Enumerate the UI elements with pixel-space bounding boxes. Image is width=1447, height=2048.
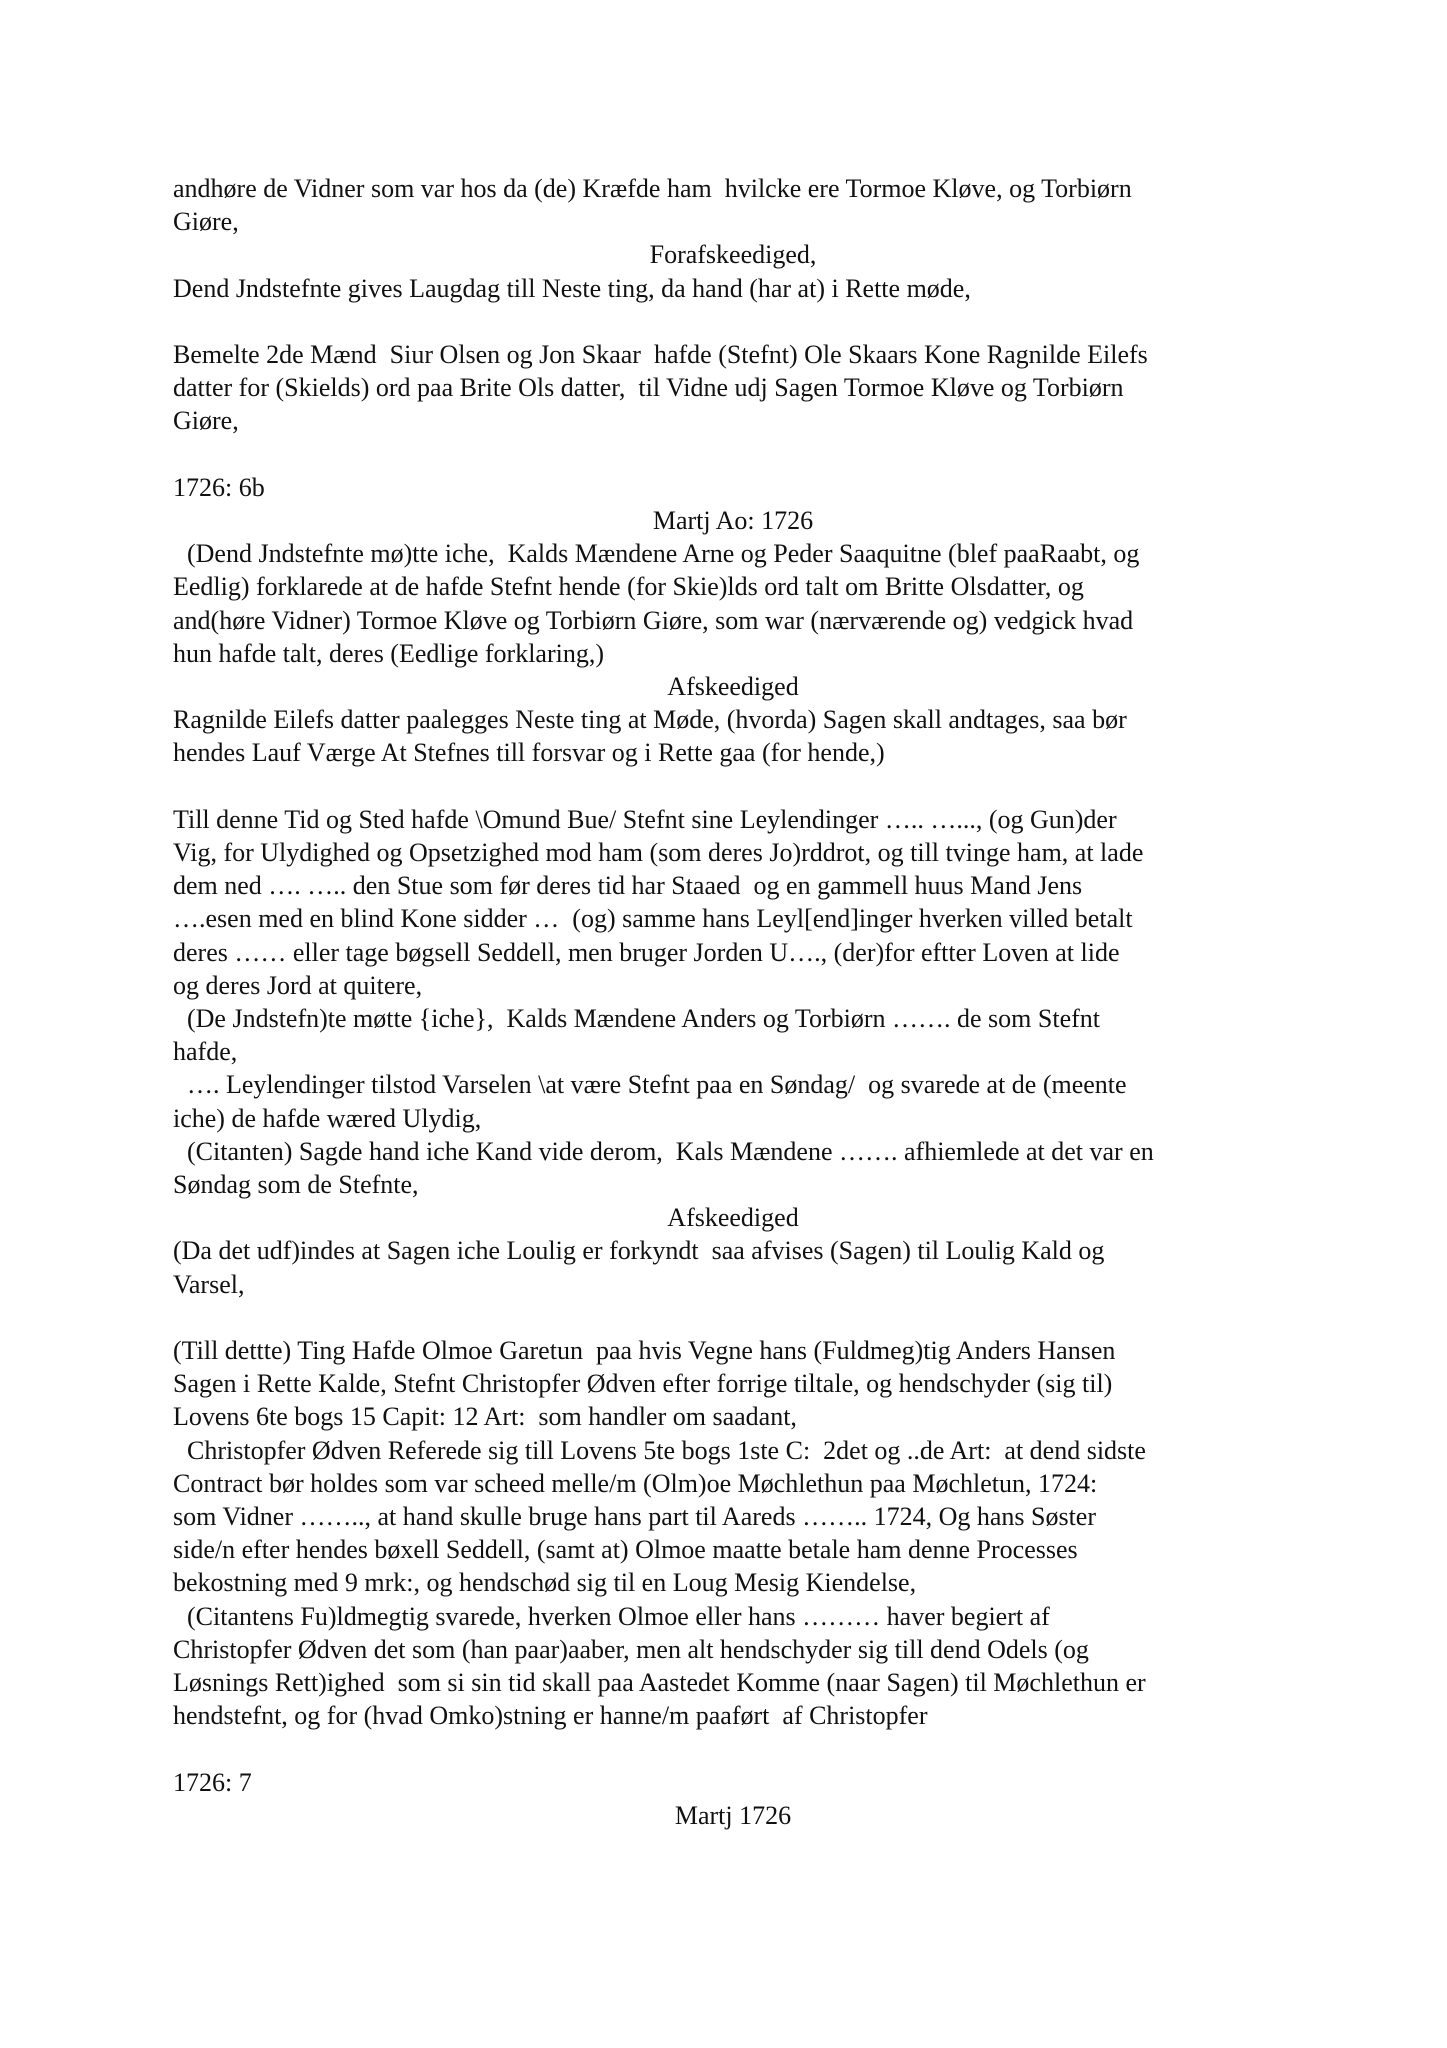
- text-line: 1726: 7: [173, 1767, 252, 1797]
- text-line: (Dend Jndstefnte mø)tte iche, Kalds Mændene Arne og Peder Saaquitne (blef paaRaabt, og: [187, 539, 1140, 569]
- centered-heading-line: Afskeediged: [667, 672, 799, 702]
- text-line: (Citanten) Sagde hand iche Kand vide derom, Kals Mændene ……. afhiemlede at det var en: [187, 1136, 1154, 1166]
- blank-line: [173, 438, 1293, 471]
- text-line: som Vidner …….., at hand skulle bruge hans part til Aareds …….. 1724, Og hans Søster: [173, 1502, 1096, 1532]
- centered-heading-line: Martj 1726: [674, 1800, 792, 1830]
- text-line: Till denne Tid og Sted hafde \Omund Bue/ Stefnt sine Leylendinger ….. …..., (og Gun)der: [173, 804, 1117, 834]
- text-line: (Da det udf)indes at Sagen iche Loulig er forkyndt saa afvises (Sagen) til Loulig Kald og: [173, 1236, 1105, 1266]
- text-line: hafde,: [173, 1037, 238, 1067]
- text-line: Sagen i Rette Kalde, Stefnt Christopfer Ødven efter forrige tiltale, og hendschyder (sig til): [173, 1369, 1113, 1399]
- text-line: Vig, for Ulydighed og Opsetzighed mod ham (som deres Jo)rddrot, og till tvinge ham, at lade: [173, 838, 1144, 868]
- text-line: og deres Jord at quitere,: [173, 970, 423, 1000]
- text-line: datter for (Skields) ord paa Brite Ols datter, til Vidne udj Sagen Tormoe Kløve og Torbiørn: [173, 373, 1124, 403]
- text-line: Giøre,: [173, 207, 239, 237]
- text-line: (Citantens Fu)ldmegtig svarede, hverken Olmoe eller hans ……… haver begiert af: [187, 1601, 1050, 1631]
- text-line: side/n efter hendes bøxell Seddell, (samt at) Olmoe maatte betale ham denne Processes: [173, 1535, 1078, 1565]
- text-line: bekostning med 9 mrk:, og hendschød sig til en Loug Mesig Kiendelse,: [173, 1568, 917, 1598]
- centered-heading-line: Martj Ao: 1726: [652, 506, 814, 535]
- text-line: Eedlig) forklarede at de hafde Stefnt hende (for Skie)lds ord talt om Britte Olsdatter, og: [173, 572, 1084, 602]
- text-line: iche) de hafde wæred Ulydig,: [173, 1103, 482, 1133]
- text-line: Christopfer Ødven det som (han paar)aaber, men alt hendschyder sig till dend Odels (og: [173, 1634, 1089, 1664]
- text-line: Lovens 6te bogs 15 Capit: 12 Art: som handler om saadant,: [173, 1402, 797, 1432]
- centered-heading-line: Afskeediged: [667, 1203, 799, 1233]
- text-line: hendstefnt, og for (hvad Omko)stning er hanne/m paaført af Christopfer: [173, 1701, 928, 1731]
- blank-line: [173, 1732, 1293, 1765]
- text-line: and(høre Vidner) Tormoe Kløve og Torbiørn Giøre, som war (nærværende og) vedgick hvad: [173, 605, 1134, 635]
- text-line: Dend Jndstefnte gives Laugdag till Neste ting, da hand (har at) i Rette møde,: [173, 273, 971, 303]
- text-line: Løsnings Rett)ighed som si sin tid skall paa Aastedet Komme (naar Sagen) til Møchlethun er: [173, 1668, 1146, 1698]
- blank-line: [173, 305, 1293, 338]
- text-line: Giøre,: [173, 406, 239, 436]
- text-line: (Till dettte) Ting Hafde Olmoe Garetun paa hvis Vegne hans (Fuldmeg)tig Anders Hansen: [173, 1336, 1116, 1366]
- text-line: hun hafde talt, deres (Eedlige forklaring,): [173, 638, 604, 668]
- text-line: Varsel,: [173, 1269, 245, 1299]
- text-line: 1726: 6b: [173, 472, 265, 502]
- text-line: …. Leylendinger tilstod Varselen \at være Stefnt paa en Søndag/ og svarede at de (meente: [187, 1070, 1127, 1100]
- text-line: hendes Lauf Værge At Stefnes till forsvar og i Rette gaa (for hende,): [173, 738, 885, 768]
- text-line: (De Jndstefn)te møtte {iche}, Kalds Mændene Anders og Torbiørn ……. de som Stefnt: [187, 1004, 1101, 1034]
- centered-heading-line: Forafskeediged,: [649, 240, 817, 270]
- text-line: Contract bør holdes som var scheed melle/m (Olm)oe Møchlethun paa Møchletun, 1724:: [173, 1468, 1098, 1498]
- text-line: deres …… eller tage bøgsell Seddell, men bruger Jorden U…., (der)for eftter Loven at lide: [173, 937, 1120, 967]
- text-line: Søndag som de Stefnte,: [173, 1170, 419, 1200]
- text-line: Bemelte 2de Mænd Siur Olsen og Jon Skaar hafde (Stefnt) Ole Skaars Kone Ragnilde Eilefs: [173, 340, 1148, 369]
- transcription-body: [173, 172, 1293, 1832]
- text-line: ….esen med en blind Kone sidder … (og) samme hans Leyl[end]inger hverken villed betalt: [173, 904, 1133, 934]
- blank-line: [173, 770, 1293, 803]
- text-line: Ragnilde Eilefs datter paalegges Neste ting at Møde, (hvorda) Sagen skall andtages, saa bør: [173, 705, 1127, 735]
- text-line: Christopfer Ødven Referede sig till Lovens 5te bogs 1ste C: 2det og ..de Art: at dend sidste: [187, 1435, 1146, 1465]
- text-line: andhøre de Vidner som var hos da (de) Kræfde ham hvilcke ere Tormoe Kløve, og Torbiørn: [173, 174, 1132, 203]
- blank-line: [173, 1301, 1293, 1334]
- text-line: dem ned …. ….. den Stue som før deres tid har Staaed og en gammell huus Mand Jens: [173, 871, 1083, 901]
